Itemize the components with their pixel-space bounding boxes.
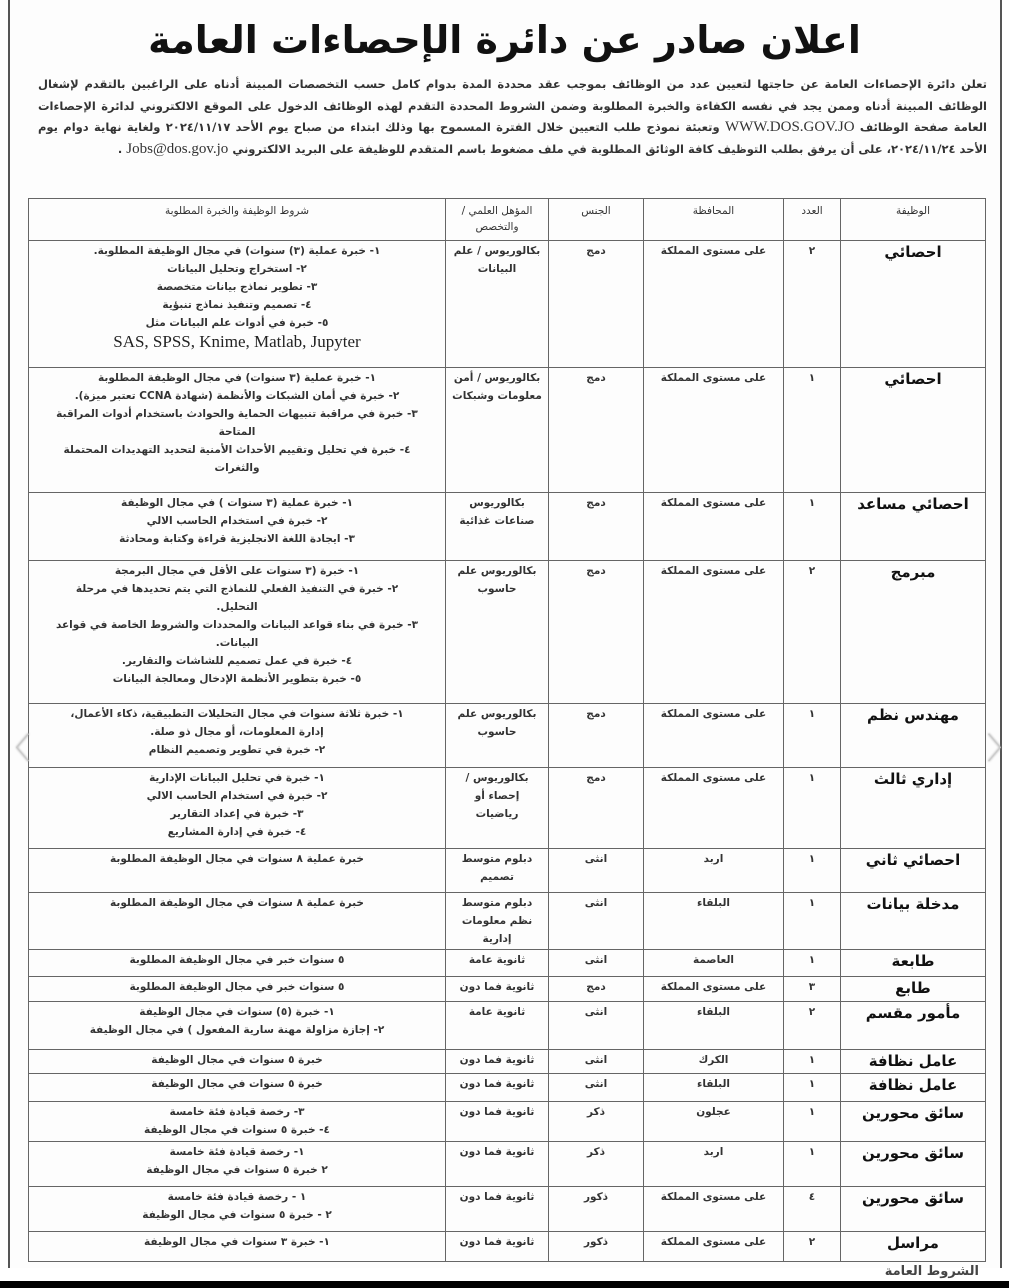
conditions-cell <box>29 950 446 977</box>
gender-cell: انثى <box>549 1050 644 1074</box>
gender-cell: دمج <box>549 241 644 368</box>
table-row <box>29 977 986 1002</box>
conditions-cell <box>29 1232 446 1262</box>
count-cell: ١ <box>784 493 841 561</box>
conditions-cell <box>29 368 446 493</box>
qualification-cell: ثانوية فما دون <box>446 1142 549 1187</box>
count-cell: ٤ <box>784 1187 841 1232</box>
governorate-cell: على مستوى المملكة <box>644 561 784 704</box>
table-row <box>29 1142 986 1187</box>
intro-paragraph <box>38 74 987 160</box>
conditions-cell <box>29 1142 446 1187</box>
condition-line: ١- خبرة ٣ سنوات في مجال الوظيفة <box>144 1236 330 1248</box>
header-governorate: المحافظة <box>644 199 784 241</box>
conditions-cell <box>29 1074 446 1102</box>
intro-text: تعلن دائرة الإحصاءات العامة عن حاجتها لتعيين عدد من الوظائف بموجب عقد محددة المدة بدوام كامل حسب التخصصات المبينة أدناه على الراغبين بالتقدم لإشغال الوظائف المبينة أدناه وممن يجد في نفسه الكفاءة والخبرة المطلوبة وضمن الشروط المحددة التقدم لهذه الوظائف الدخول على الموقع الالكتروني لدائرة الإحصاءات العامة صفحة الوظائف <box>38 77 987 134</box>
conditions-cell <box>29 849 446 893</box>
gender-cell: دمج <box>549 368 644 493</box>
job-cell: مبرمج <box>841 561 986 704</box>
conditions-cell <box>29 493 446 561</box>
governorate-cell: على مستوى المملكة <box>644 493 784 561</box>
qualification-cell: ثانوية فما دون <box>446 1050 549 1074</box>
data-tools-list: SAS, SPSS, Knime, Matlab, Jupyter <box>113 332 361 351</box>
count-cell: ٣ <box>784 977 841 1002</box>
count-cell: ١ <box>784 1142 841 1187</box>
count-cell: ١ <box>784 1074 841 1102</box>
table-row <box>29 768 986 849</box>
condition-line: ١- خبرة في تحليل البيانات الإدارية <box>149 772 325 784</box>
intro-text-2: وتعبئة نموذج طلب التعيين خلال الفترة المسموح بها وذلك ابتداء من صباح يوم الأحد ٢٠٢٤/١١/١٧ ولغاية نهاية دوام يوم الأحد ٢٠٢٤/١١/٢٤، على أن يرفق بطلب التوظيف كافة الوثائق المطلوبة في ملف مضغوط باسم المتقدم للوظيفة على البريد الالكتروني <box>38 120 987 156</box>
qualification-cell: بكالوريوس / أمن معلومات وشبكات <box>446 368 549 493</box>
count-cell: ٢ <box>784 1002 841 1050</box>
table-row <box>29 1074 986 1102</box>
governorate-cell: العاصمة <box>644 950 784 977</box>
table-row <box>29 950 986 977</box>
condition-line: ٥- خبرة في أدوات علم البيانات مثل <box>145 317 329 329</box>
qualification-cell: ثانوية عامة <box>446 950 549 977</box>
job-cell: مأمور مقسم <box>841 1002 986 1050</box>
condition-line: ٢ - خبرة ٥ سنوات في مجال الوظيفة <box>142 1209 332 1221</box>
jobs-table <box>28 198 986 1262</box>
count-cell: ٢ <box>784 241 841 368</box>
count-cell: ١ <box>784 1050 841 1074</box>
condition-line: ١- خبرة عملية (٣) سنوات) في مجال الوظيفة المطلوبة. <box>93 245 381 257</box>
governorate-cell: على مستوى المملكة <box>644 241 784 368</box>
table-row <box>29 561 986 704</box>
condition-line: ٢- خبرة في أمان الشبكات والأنظمة (شهادة CCNA تعتبر ميزة). <box>74 390 400 402</box>
condition-line: ٢- استخراج وتحليل البيانات <box>167 263 307 275</box>
table-row <box>29 368 986 493</box>
gender-cell: دمج <box>549 561 644 704</box>
gender-cell: انثى <box>549 1074 644 1102</box>
chevron-right-icon[interactable]: 〉 <box>987 732 1017 767</box>
count-cell: ١ <box>784 368 841 493</box>
website-link: WWW.DOS.GOV.JO <box>724 119 855 135</box>
governorate-cell: البلقاء <box>644 893 784 950</box>
condition-line: ٥ سنوات خبر في مجال الوظيفة المطلوبة <box>129 954 345 966</box>
job-cell: عامل نظافة <box>841 1074 986 1102</box>
condition-line: ١- خبرة عملية (٣ سنوات) في مجال الوظيفة المطلوبة <box>98 372 376 384</box>
qualification-cell: بكالوريوس علم حاسوب <box>446 704 549 768</box>
condition-line: ٣- تطوير نماذج بيانات متخصصة <box>156 281 318 293</box>
chevron-left-icon[interactable]: 〈 <box>0 732 30 767</box>
table-header-row <box>29 199 986 241</box>
conditions-cell <box>29 1102 446 1142</box>
gender-cell: ذكر <box>549 1102 644 1142</box>
gender-cell: ذكور <box>549 1232 644 1262</box>
job-cell: طابعة <box>841 950 986 977</box>
viewer-bottom-bar <box>0 1281 1009 1288</box>
governorate-cell: الكرك <box>644 1050 784 1074</box>
condition-line: ٣- خبرة في إعداد التقارير <box>170 808 304 820</box>
table-row <box>29 241 986 368</box>
job-cell: سائق محورين <box>841 1187 986 1232</box>
governorate-cell: على مستوى المملكة <box>644 368 784 493</box>
conditions-cell <box>29 704 446 768</box>
condition-line: ٣- خبرة في مراقبة تنبيهات الحماية والحوادث باستخدام أدوات المراقبة <box>56 408 418 420</box>
condition-line: ٢- خبرة في التنفيذ الفعلي للنماذج التي يتم تحديدها في مرحلة <box>75 583 399 595</box>
job-cell: سائق محورين <box>841 1102 986 1142</box>
table-row <box>29 1102 986 1142</box>
table-row <box>29 893 986 950</box>
job-cell: مهندس نظم <box>841 704 986 768</box>
job-cell: احصائي ثاني <box>841 849 986 893</box>
table-row <box>29 849 986 893</box>
conditions-cell <box>29 768 446 849</box>
condition-line: ١ - رخصة قيادة فئة خامسة <box>167 1191 307 1203</box>
condition-line: إدارة المعلومات، أو مجال ذو صلة. <box>150 726 324 738</box>
condition-line: التحليل. <box>216 601 258 613</box>
header-job: الوظيفة <box>841 199 986 241</box>
condition-line: ٢- خبرة في استخدام الحاسب الالي <box>146 515 328 527</box>
table-row <box>29 1187 986 1232</box>
condition-line: خبرة عملية ٨ سنوات في مجال الوظيفة المطلوبة <box>110 897 364 909</box>
qualification-cell: بكالوريوس / إحصاء أو رياضيات <box>446 768 549 849</box>
governorate-cell: البلقاء <box>644 1074 784 1102</box>
header-count: العدد <box>784 199 841 241</box>
qualification-cell: بكالوريوس / علم البيانات <box>446 241 549 368</box>
count-cell: ٢ <box>784 561 841 704</box>
condition-line: ٤- خبرة في عمل تصميم للشاشات والتقارير. <box>121 655 353 667</box>
governorate-cell: على مستوى المملكة <box>644 977 784 1002</box>
gender-cell: دمج <box>549 977 644 1002</box>
email-link: Jobs@dos.gov.jo <box>126 140 229 157</box>
condition-line: ٥ سنوات خبر في مجال الوظيفة المطلوبة <box>129 981 345 993</box>
gender-cell: دمج <box>549 704 644 768</box>
table-row <box>29 1050 986 1074</box>
job-cell: مراسل <box>841 1232 986 1262</box>
qualification-cell: ثانوية فما دون <box>446 1102 549 1142</box>
condition-line: ٣- خبرة في بناء قواعد البيانات والمحددات والشروط الخاصة في قواعد <box>55 619 419 631</box>
qualification-cell: ثانوية فما دون <box>446 977 549 1002</box>
table-row <box>29 1232 986 1262</box>
qualification-cell: بكالوريوس صناعات غذائية <box>446 493 549 561</box>
intro-text-3: . <box>117 141 123 156</box>
qualification-cell: ثانوية عامة <box>446 1002 549 1050</box>
condition-line: خبرة ٥ سنوات في مجال الوظيفة <box>151 1054 323 1066</box>
condition-line: المتاحة <box>218 426 256 438</box>
condition-line: ٢- خبرة في تطوير وتصميم النظام <box>148 744 326 756</box>
gender-cell: انثى <box>549 1002 644 1050</box>
gender-cell: ذكر <box>549 1142 644 1187</box>
conditions-cell <box>29 1050 446 1074</box>
qualification-cell: ثانوية فما دون <box>446 1187 549 1232</box>
conditions-cell <box>29 1002 446 1050</box>
condition-line: ٢- خبرة في استخدام الحاسب الالي <box>146 790 328 802</box>
governorate-cell: اربد <box>644 849 784 893</box>
condition-line: ٤- خبرة ٥ سنوات في مجال الوظيفة <box>144 1124 330 1136</box>
gender-cell: انثى <box>549 893 644 950</box>
condition-line: والثغرات <box>214 462 260 474</box>
qualification-cell: دبلوم متوسط نظم معلومات إدارية <box>446 893 549 950</box>
condition-line: خبرة عملية ٨ سنوات في مجال الوظيفة المطلوبة <box>110 853 364 865</box>
header-conditions: شروط الوظيفة والخبرة المطلوبة <box>29 199 446 241</box>
conditions-cell <box>29 977 446 1002</box>
condition-line: ٣- ايجادة اللغة الانجليزية قراءة وكتابة ومحادثة <box>119 533 355 545</box>
condition-line: ٢ خبرة ٥ سنوات في مجال الوظيفة <box>146 1164 328 1176</box>
conditions-cell <box>29 893 446 950</box>
qualification-cell: دبلوم متوسط تصميم <box>446 849 549 893</box>
condition-line: ٤- خبرة في إدارة المشاريع <box>167 826 307 838</box>
governorate-cell: على مستوى المملكة <box>644 704 784 768</box>
condition-line: ٤- خبرة في تحليل وتقييم الأحداث الأمنية لتحديد التهديدات المحتملة <box>63 444 411 456</box>
condition-line: ٤- تصميم وتنفيذ نماذج تنبؤية <box>162 299 312 311</box>
governorate-cell: عجلون <box>644 1102 784 1142</box>
gender-cell: دمج <box>549 493 644 561</box>
general-conditions-heading: الشروط العامة <box>884 1264 979 1279</box>
condition-line: ٣- رخصة قيادة فئة خامسة <box>169 1106 305 1118</box>
job-cell: إداري ثالث <box>841 768 986 849</box>
gender-cell: انثى <box>549 950 644 977</box>
job-cell: احصائي <box>841 241 986 368</box>
count-cell: ١ <box>784 704 841 768</box>
condition-line: ٥- خبرة بتطوير الأنظمة الإدخال ومعالجة البيانات <box>112 673 362 685</box>
header-gender: الجنس <box>549 199 644 241</box>
count-cell: ١ <box>784 768 841 849</box>
condition-line: ٢- إجازة مزاولة مهنة سارية المفعول ) في مجال الوظيفة <box>89 1024 385 1036</box>
page-title: اعلان صادر عن دائرة الإحصاءات العامة <box>148 18 861 62</box>
condition-line: ١- خبرة (٥) سنوات في مجال الوظيفة <box>139 1006 335 1018</box>
job-cell: سائق محورين <box>841 1142 986 1187</box>
gender-cell: ذكور <box>549 1187 644 1232</box>
governorate-cell: على مستوى المملكة <box>644 768 784 849</box>
qualification-cell: ثانوية فما دون <box>446 1074 549 1102</box>
job-cell: مدخلة بيانات <box>841 893 986 950</box>
job-cell: احصائي مساعد <box>841 493 986 561</box>
condition-line: خبرة ٥ سنوات في مجال الوظيفة <box>151 1078 323 1090</box>
gender-cell: انثى <box>549 849 644 893</box>
table-row <box>29 493 986 561</box>
qualification-cell: ثانوية فما دون <box>446 1232 549 1262</box>
header-qualification: المؤهل العلمي / والتخصص <box>446 199 549 241</box>
table-row <box>29 1002 986 1050</box>
conditions-cell <box>29 561 446 704</box>
conditions-cell <box>29 1187 446 1232</box>
job-cell: احصائي <box>841 368 986 493</box>
job-cell: عامل نظافة <box>841 1050 986 1074</box>
condition-line: ١- خبرة (٣ سنوات على الأقل في مجال البرمجة <box>114 565 360 577</box>
count-cell: ٢ <box>784 1232 841 1262</box>
governorate-cell: اربد <box>644 1142 784 1187</box>
job-cell: طابع <box>841 977 986 1002</box>
condition-line: ١- خبرة عملية (٣ سنوات ) في مجال الوظيفة <box>121 497 353 509</box>
governorate-cell: على مستوى المملكة <box>644 1232 784 1262</box>
governorate-cell: على مستوى المملكة <box>644 1187 784 1232</box>
condition-line: ١- رخصة قيادة فئة خامسة <box>169 1146 305 1158</box>
governorate-cell: البلقاء <box>644 1002 784 1050</box>
condition-line: ١- خبرة ثلاثة سنوات في مجال التحليلات التطبيقية، ذكاء الأعمال، <box>70 708 404 720</box>
count-cell: ١ <box>784 950 841 977</box>
count-cell: ١ <box>784 1102 841 1142</box>
conditions-cell <box>29 241 446 368</box>
qualification-cell: بكالوريوس علم حاسوب <box>446 561 549 704</box>
count-cell: ١ <box>784 849 841 893</box>
table-row <box>29 704 986 768</box>
count-cell: ١ <box>784 893 841 950</box>
condition-line: البيانات. <box>215 637 259 649</box>
gender-cell: دمج <box>549 768 644 849</box>
